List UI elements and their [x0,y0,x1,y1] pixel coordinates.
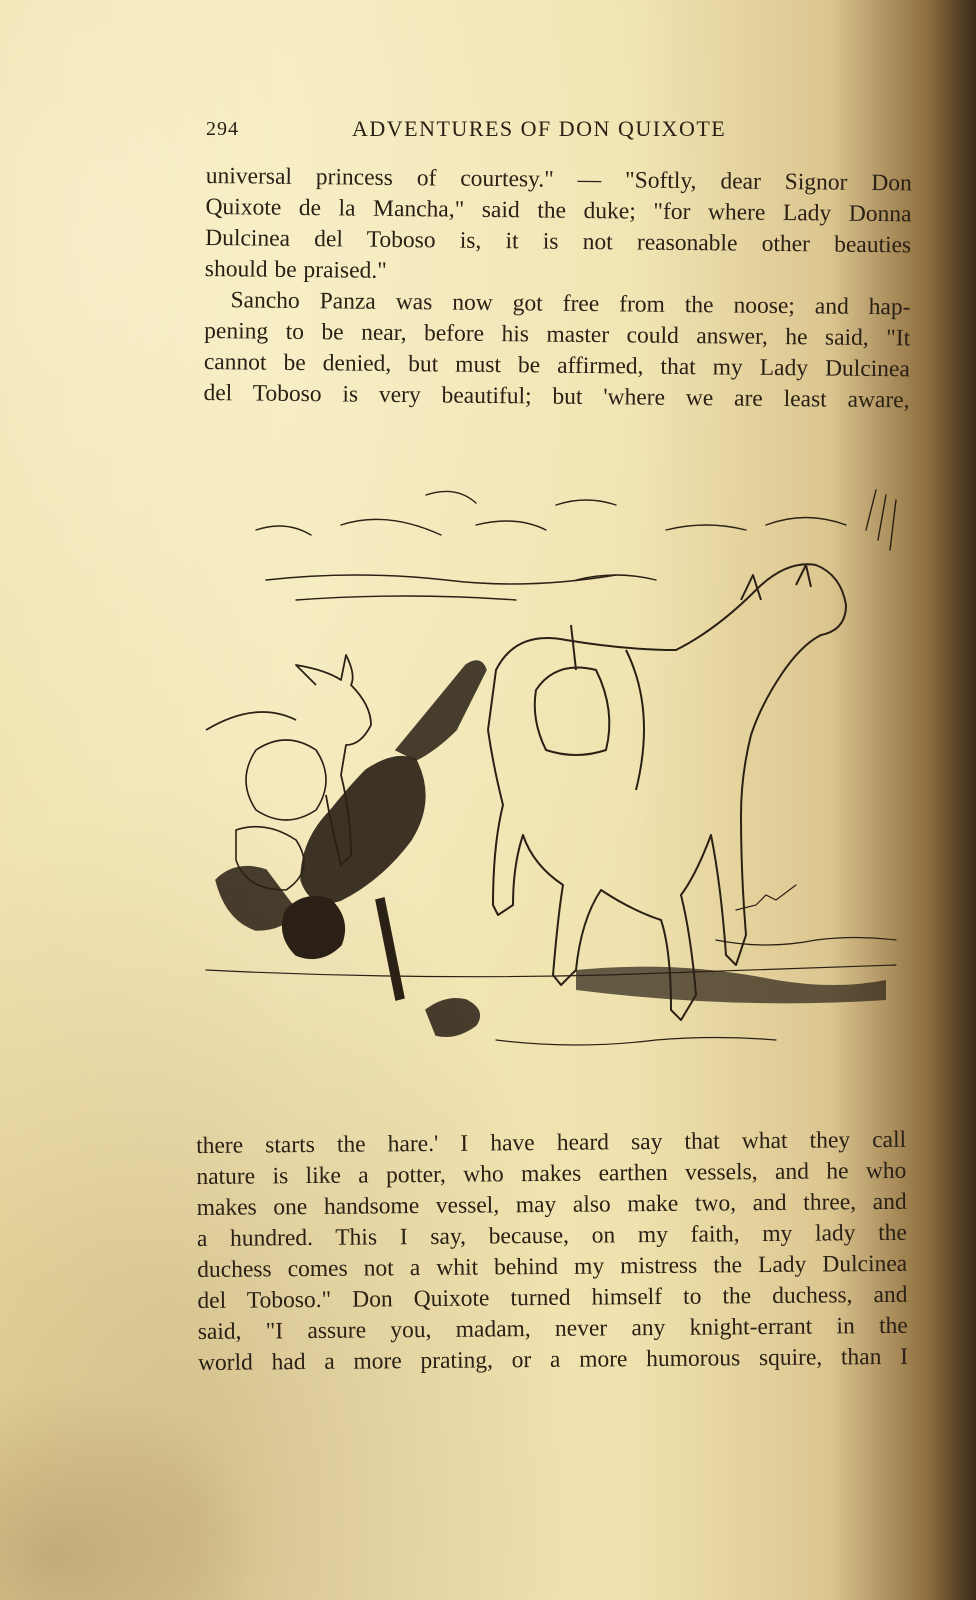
text-line: Sancho Panza was now got free from the noose; and hap- [230,287,911,321]
text-line: there starts the hare.' I have heard say that what they call [196,1126,907,1159]
text-line: duchess comes not a whit behind my mistress the Lady Dulcinea [197,1250,908,1283]
engraving-svg [196,470,912,1090]
text-line: universal princess of courtesy." — "Softly, dear Signor Don [205,162,912,197]
text-line: a hundred. This I say, because, on my faith, my lady the [196,1219,908,1252]
text-line: cannot be denied, but must be affirmed, that my Lady Dulcinea [203,348,910,383]
engraving-illustration [196,470,912,1090]
horse [488,564,846,1020]
text-line: said, "I assure you, madam, never any knight-errant in the [197,1312,908,1345]
running-header [206,116,806,146]
text-line: pening to be near, before his master could answer, he said, "It [204,317,911,352]
ground-shadow [576,967,886,1004]
text-block-bottom [196,1125,908,1379]
text-line: nature is like a potter, who makes earthen vessels, and he who [196,1157,907,1190]
text-line: del Toboso is very beautiful; but 'where we are least aware, [203,379,910,414]
running-title: ADVENTURES OF DON QUIXOTE [352,116,727,141]
text-block-top [203,161,912,416]
knight-figure [216,661,486,1036]
text-line: should be praised." [204,255,387,284]
text-line: Quixote de la Mancha," said the duke; "for where Lady Donna [205,193,912,228]
paper-stain [0,1380,260,1600]
text-line: Dulcinea del Toboso is, it is not reasonable other beauties [205,224,912,259]
text-line: makes one handsome vessel, may also make two, and three, and [196,1188,907,1221]
text-line: world had a more prating, or a more humorous squire, than I [197,1343,909,1376]
text-line: del Toboso." Don Quixote turned himself to the duchess, and [197,1281,908,1314]
page-number: 294 [206,118,239,140]
sky-clouds [256,490,896,600]
